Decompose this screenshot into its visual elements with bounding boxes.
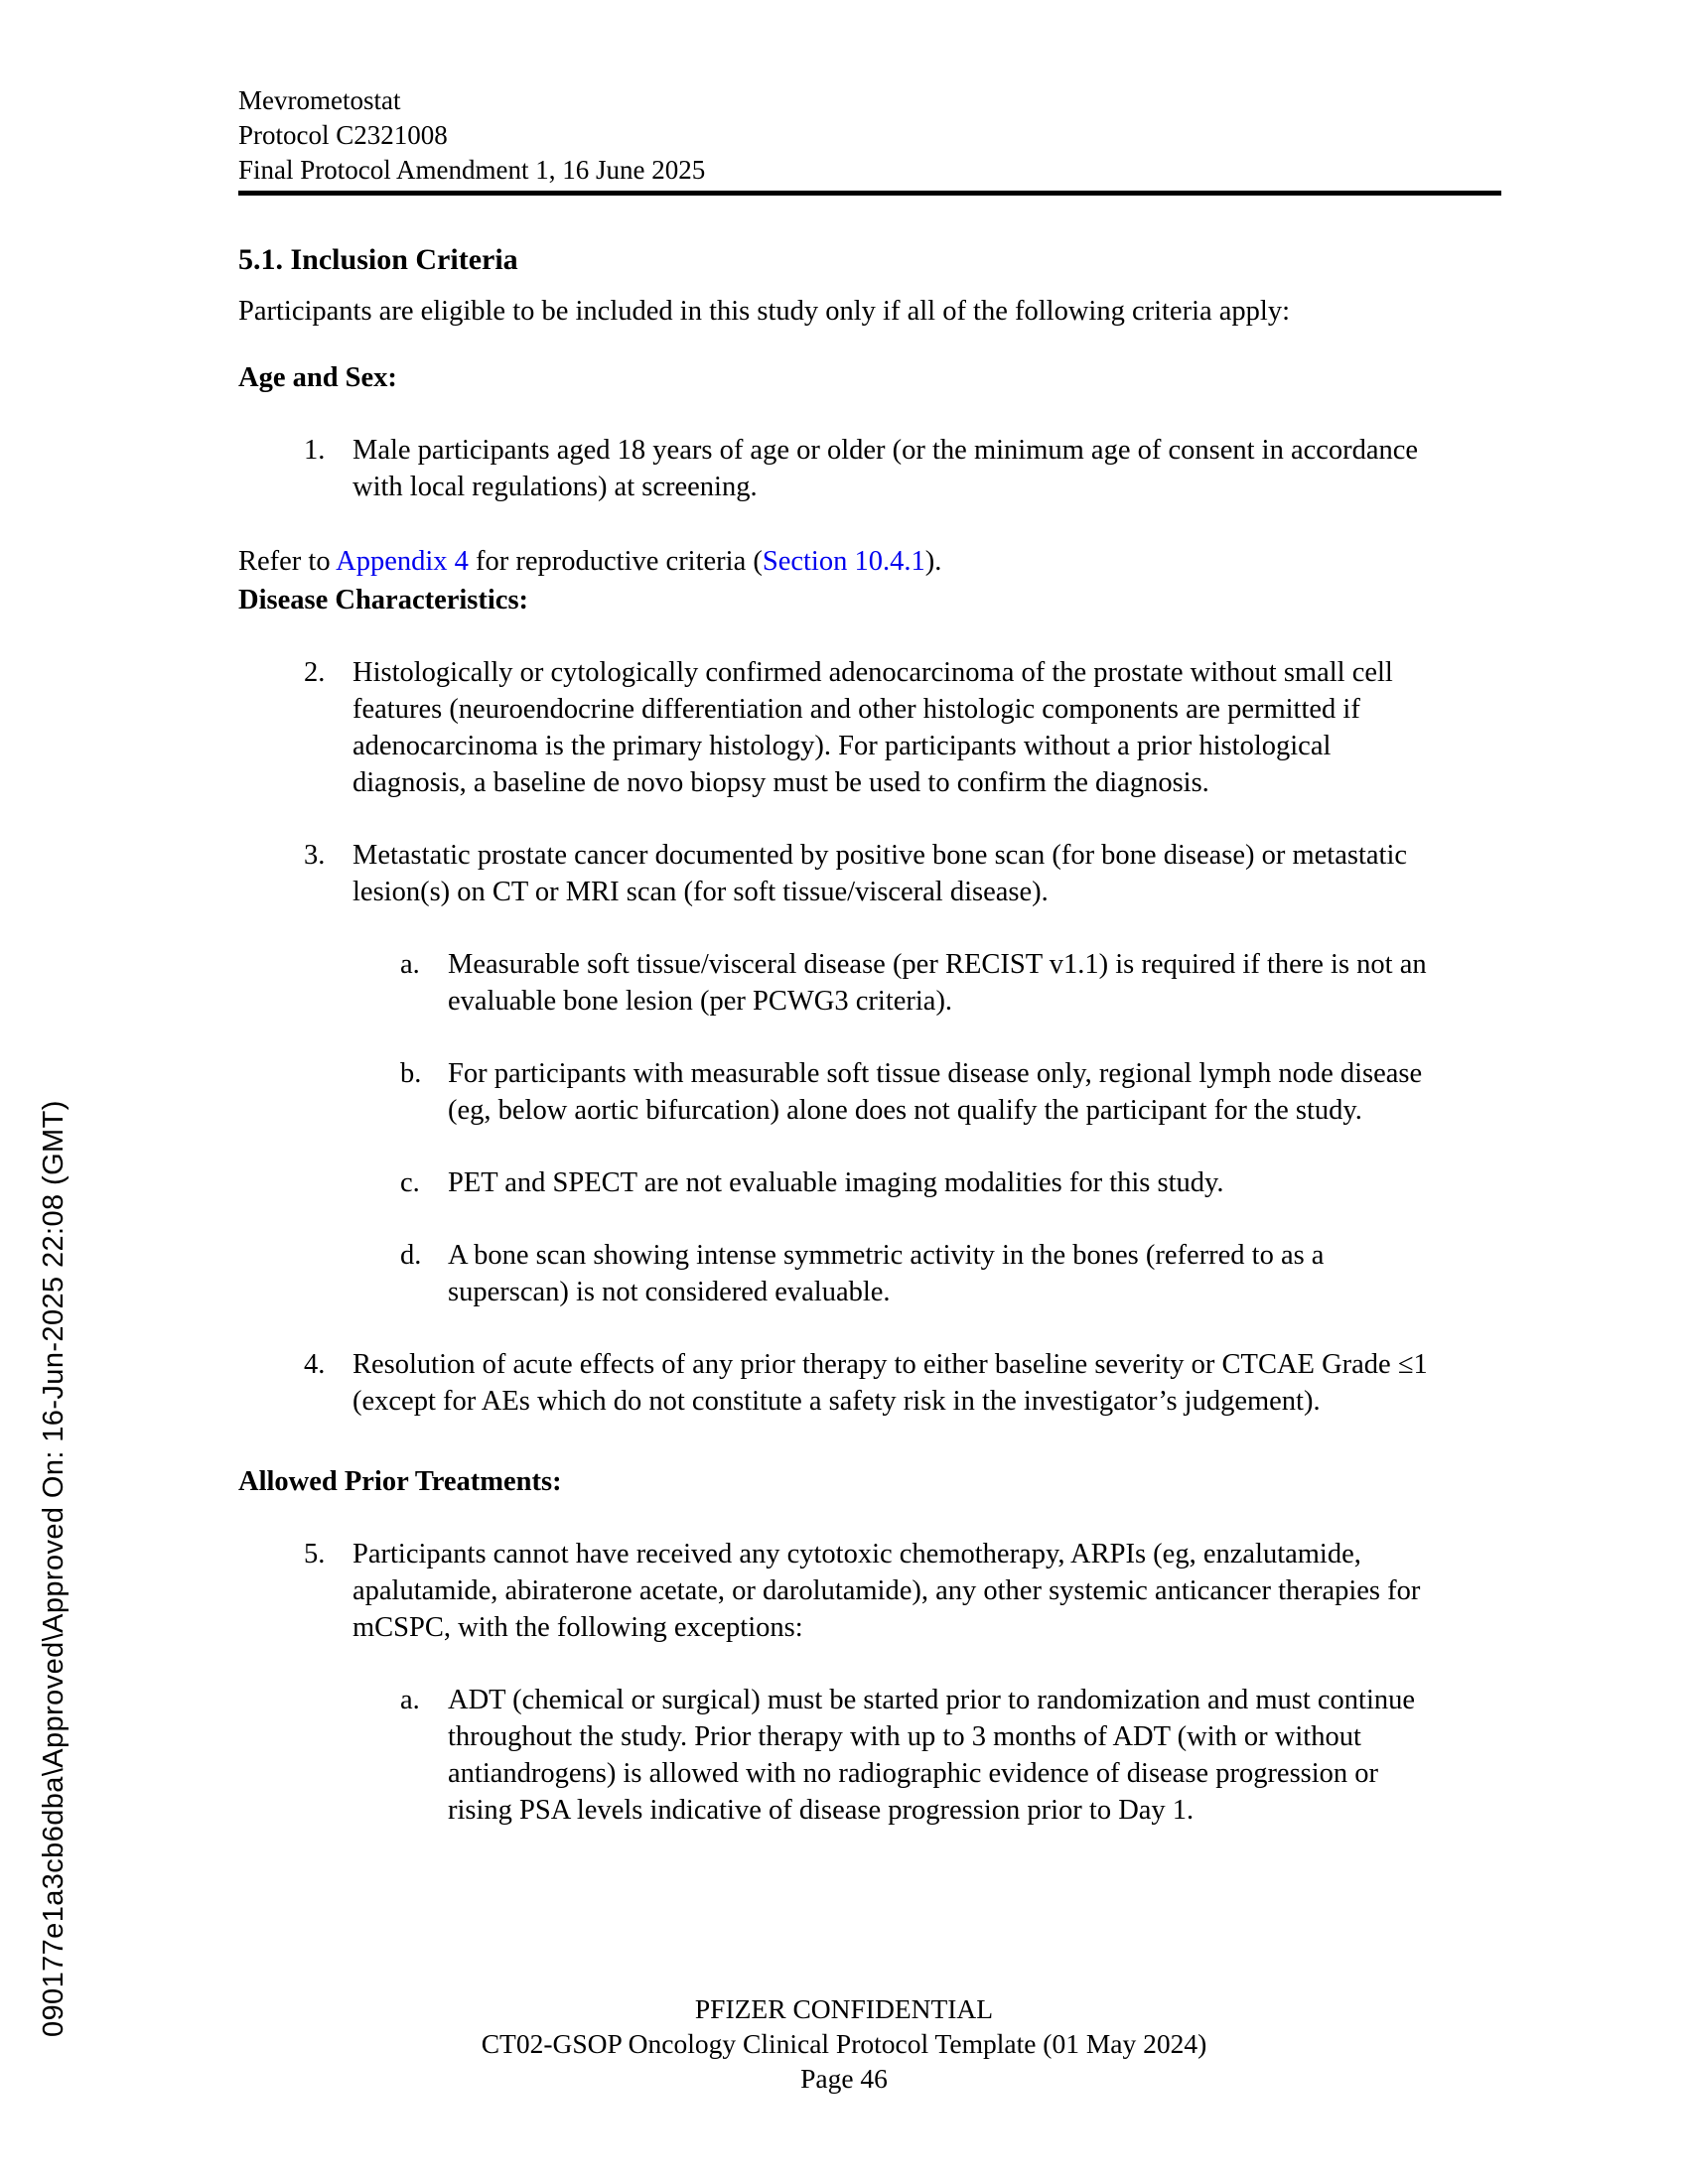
inclusion-item-2 bbox=[304, 654, 1501, 801]
list-item-text: For participants with measurable soft tissue disease only, regional lymph node disease (eg, below aortic bifurcation) alone does not qualify the participant for the study. bbox=[448, 1058, 1423, 1126]
inclusion-item-5 bbox=[304, 1536, 1501, 1646]
list-item-text: Measurable soft tissue/visceral disease (per RECIST v1.1) is required if there is not an evaluable bone lesion (per PCWG3 criteria). bbox=[448, 949, 1427, 1017]
list-item-text: PET and SPECT are not evaluable imaging modalities for this study. bbox=[448, 1167, 1224, 1198]
inclusion-item-1 bbox=[304, 432, 1501, 505]
list-item-text: Histologically or cytologically confirmed adenocarcinoma of the prostate without small cell features (neuroendocrine differentiation and other histologic components are permitted if adenocarcinoma is the primary histology). For participants without a prior histological diagnosis, a baseline de novo biopsy must be used to confirm the diagnosis. bbox=[352, 657, 1393, 798]
list-number: 2. bbox=[304, 657, 326, 688]
list-item-text: ADT (chemical or surgical) must be started prior to randomization and must continue throughout the study. Prior therapy with up to 3 months of ADT (with or without antiandrogens) is allowed with no radiographic evidence of disease progression or rising PSA levels indicative of disease progression prior to Day 1. bbox=[448, 1685, 1416, 1826]
intro-paragraph: Participants are eligible to be included in this study only if all of the following criteria apply: bbox=[238, 296, 1290, 327]
heading-age-and-sex: Age and Sex: bbox=[238, 362, 397, 393]
list-letter: a. bbox=[400, 949, 420, 980]
list-number: 4. bbox=[304, 1349, 326, 1380]
list-letter: d. bbox=[400, 1240, 422, 1271]
header-product-name: Mevrometostat bbox=[238, 85, 401, 115]
list-letter: c. bbox=[400, 1167, 420, 1198]
page-content bbox=[238, 83, 1501, 1829]
list-item-text: A bone scan showing intense symmetric activity in the bones (referred to as a superscan) is not considered evaluable. bbox=[448, 1240, 1325, 1307]
refer-prefix: Refer to bbox=[238, 546, 337, 577]
list-letter: a. bbox=[400, 1685, 420, 1715]
heading-allowed-prior-treatments: Allowed Prior Treatments: bbox=[238, 1466, 562, 1497]
footer-page-number: Page 46 bbox=[800, 2063, 888, 2094]
list-item-text: Metastatic prostate cancer documented by positive bone scan (for bone disease) or metastatic lesion(s) on CT or MRI scan (for soft tissue/visceral disease). bbox=[352, 840, 1408, 907]
list-letter: b. bbox=[400, 1058, 422, 1089]
header-rule bbox=[238, 191, 1501, 196]
list-number: 1. bbox=[304, 435, 326, 466]
footer-template-line: CT02-GSOP Oncology Clinical Protocol Template (01 May 2024) bbox=[481, 2028, 1207, 2059]
link-section-10-4-1[interactable]: Section 10.4.1 bbox=[762, 546, 925, 577]
refer-middle: for reproductive criteria ( bbox=[468, 546, 763, 577]
sub-item-3d bbox=[400, 1237, 1501, 1310]
refer-suffix: ). bbox=[924, 546, 942, 577]
list-number: 3. bbox=[304, 840, 326, 871]
footer-confidential: PFIZER CONFIDENTIAL bbox=[694, 1993, 994, 2024]
header-protocol-number: Protocol C2321008 bbox=[238, 120, 448, 150]
list-item-text: Resolution of acute effects of any prior therapy to either baseline severity or CTCAE Grade ≤1 (except for AEs which do not constitute a safety risk in the investigator’s judgement). bbox=[352, 1349, 1428, 1417]
link-appendix-4[interactable]: Appendix 4 bbox=[336, 546, 469, 577]
sub-item-5a bbox=[400, 1682, 1501, 1829]
sub-item-3b bbox=[400, 1055, 1501, 1129]
header-amendment-line: Final Protocol Amendment 1, 16 June 2025 bbox=[238, 155, 706, 185]
sub-item-3a bbox=[400, 946, 1501, 1020]
sub-item-3c bbox=[400, 1164, 1501, 1201]
section-heading: 5.1. Inclusion Criteria bbox=[238, 243, 518, 276]
list-item-text: Male participants aged 18 years of age or older (or the minimum age of consent in accordance with local regulations) at screening. bbox=[352, 435, 1419, 502]
list-item-text: Participants cannot have received any cytotoxic chemotherapy, ARPIs (eg, enzalutamide, apalutamide, abiraterone acetate, or darolutamide), any other systemic anticancer therapies for mCSPC, with the following exceptions: bbox=[352, 1539, 1421, 1643]
reference-line bbox=[238, 543, 1501, 580]
heading-disease-characteristics: Disease Characteristics: bbox=[238, 585, 529, 615]
list-number: 5. bbox=[304, 1539, 326, 1570]
inclusion-item-4 bbox=[304, 1346, 1501, 1420]
page-footer bbox=[0, 1991, 1688, 2096]
inclusion-item-3 bbox=[304, 837, 1501, 910]
approval-watermark: 090177e1a3cb6dba\Approved\Approved On: 16-Jun-2025 22:08 (GMT) bbox=[38, 1100, 70, 2037]
document-header bbox=[238, 83, 1501, 188]
